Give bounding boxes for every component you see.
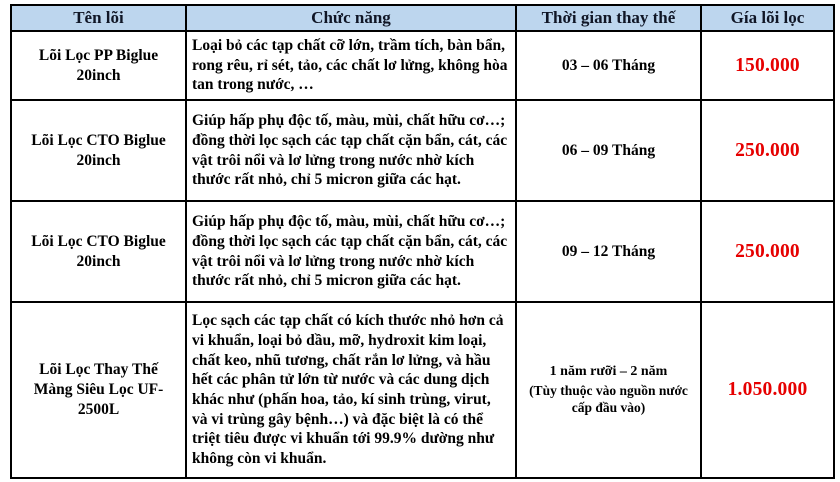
header-cell-price: Gía lõi lọc (701, 5, 834, 31)
replacement-time-text: 1 năm rưỡi – 2 năm (549, 364, 668, 380)
cell-filter-price: 250.000 (701, 201, 834, 302)
replacement-time-text: 09 – 12 Tháng (561, 242, 656, 260)
cell-filter-price: 150.000 (701, 31, 834, 100)
table-row (11, 31, 834, 100)
cell-filter-price: 250.000 (701, 100, 834, 201)
cell-filter-function: Giúp hấp phụ độc tố, màu, mùi, chất hữu cơ…; đồng thời lọc sạch các tạp chất cặn bẩn, cát, các vật trôi nổi và lơ lửng trong nước nhờ kích thước rất nhỏ, chỉ 5 micron giữa các hạt. (186, 100, 516, 201)
header-cell-time: Thời gian thay thế (516, 5, 701, 31)
cell-filter-price: 1.050.000 (701, 302, 834, 478)
header-cell-name: Tên lõi (11, 5, 186, 31)
header-row (11, 5, 834, 31)
cell-replacement-time (516, 201, 701, 302)
cell-filter-function: Giúp hấp phụ độc tố, màu, mùi, chất hữu cơ…; đồng thời lọc sạch các tạp chất cặn bẩn, cát, các vật trôi nổi và lơ lửng trong nước nhờ kích thước rất nhỏ, chỉ 5 micron giữa các hạt. (186, 201, 516, 302)
cell-filter-name: Lõi Lọc Thay Thế Màng Siêu Lọc UF-2500L (11, 302, 186, 478)
cell-filter-name: Lõi Lọc PP Biglue 20inch (11, 31, 186, 100)
cell-filter-name: Lõi Lọc CTO Biglue 20inch (11, 201, 186, 302)
table-row (11, 302, 834, 478)
cell-replacement-time (516, 31, 701, 100)
cell-filter-name: Lõi Lọc CTO Biglue 20inch (11, 100, 186, 201)
cell-filter-function: Lọc sạch các tạp chất có kích thước nhỏ hơn cả vi khuẩn, loại bỏ dầu, mỡ, hydroxit kim loại, chất keo, nhũ tương, chất rắn lơ lửng, và hầu hết các phân tử lớn từ nước và các dung dịch khác như (phấn hoa, tảo, kí sinh trùng, virut, và vi trùng gây bệnh…) và đặc biệt là có thể triệt tiêu được vi khuẩn tới 99.9% dường như không còn vi khuẩn. (186, 302, 516, 478)
header-cell-function: Chức năng (186, 5, 516, 31)
filter-price-table (10, 4, 835, 479)
table-row (11, 100, 834, 201)
replacement-time-text: 03 – 06 Tháng (561, 56, 656, 74)
table-row (11, 201, 834, 302)
replacement-time-text: 06 – 09 Tháng (561, 141, 656, 159)
cell-replacement-time (516, 100, 701, 201)
cell-filter-function: Loại bỏ các tạp chất cỡ lớn, trầm tích, bàn bẩn, rong rêu, rỉ sét, tảo, các chất lơ lửng, không hòa tan trong nước, … (186, 31, 516, 100)
replacement-time-note: (Tùy thuộc vào nguồn nước cấp đầu vào) (529, 382, 688, 416)
cell-replacement-time (516, 302, 701, 478)
